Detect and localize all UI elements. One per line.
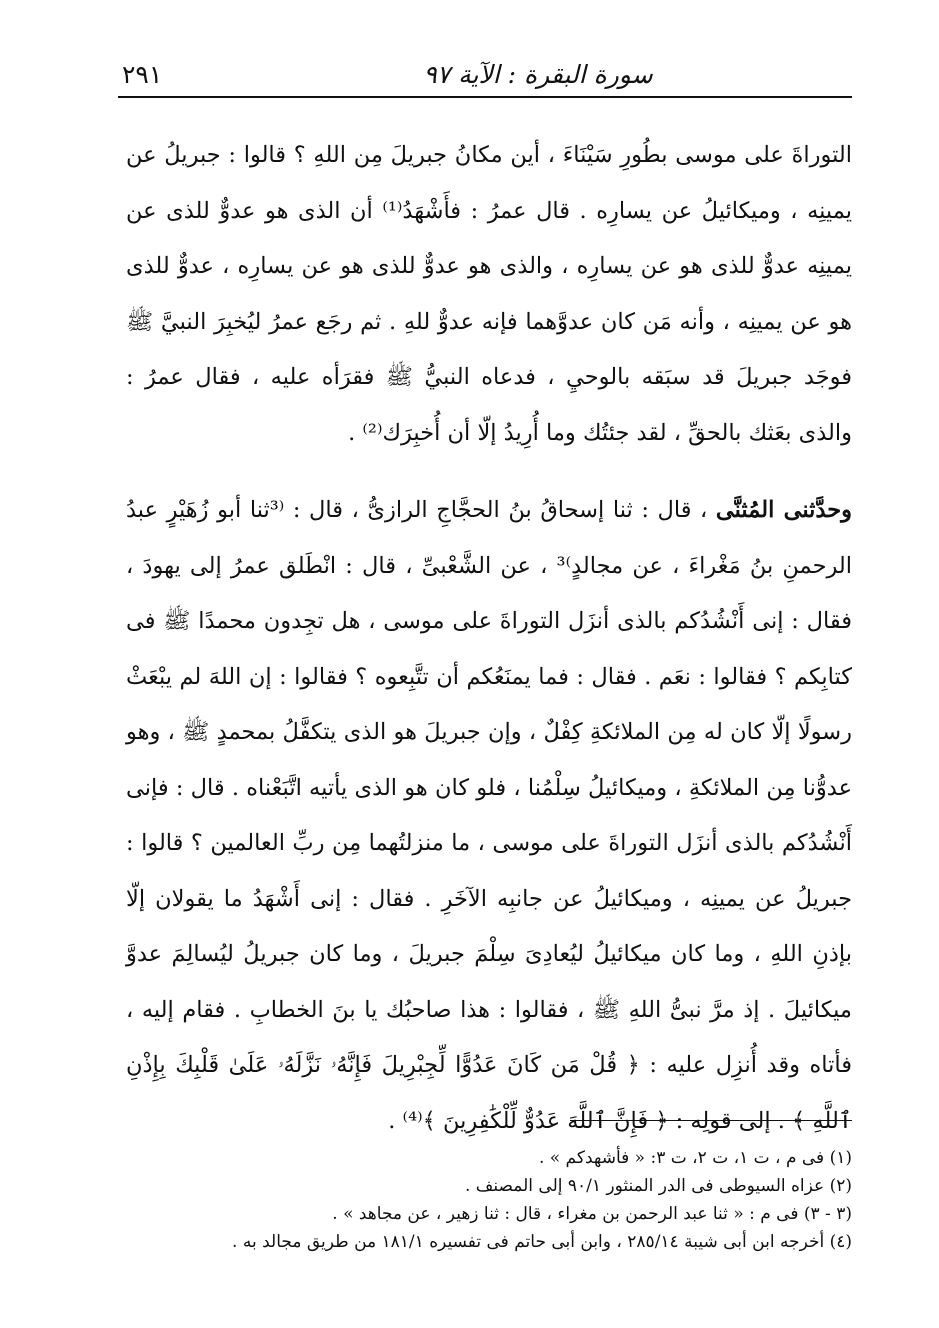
footnote-2: (٢) عزاه السيوطى فى الدر المنثور ٩٠/١ إلى المصنف . [465, 1176, 852, 1196]
paragraph-1: التوراةَ على موسى بطُورِ سَيْنَاءَ ، أين مكانُ جبريلَ مِن اللهِ ؟ قالوا : جبريلُ عن يمينِه ، وميكائيلُ عن يسارِه . قال عمرُ : فأَشْهَدُ⁽¹⁾ أن الذى هو عدوٌّ للذى عن يمينِه عدوٌّ للذى هو عن يسارِه ، والذى هو عدوٌّ للذى هو عن يسارِه ، عدوٌّ للذى هو عن يمينِه ، وأنه مَن كان عدوَّهما فإنه عدوٌّ للهِ . ثم رجَع عمرُ ليُخبِرَ النبيَّ ﷺ فوجَد جبريلَ قد سبَقه بالوحيِ ، فدعاه النبيُّ ﷺ فقرَأه عليه ، فقال عمرُ : والذى بعَثك بالحقِّ ، لقد جئتُك وما أُرِيدُ إلّا أن أُخبِرَك⁽²⁾ . [126, 142, 852, 446]
paragraph-2-text: ، قال : ثنا إسحاقُ بنُ الحجَّاجِ الرازىُّ ، قال : ⁽³ثنا أبو زُهَيْرٍ عبدُ الرحمنِ بنُ مَغْراءَ ، عن مجالدٍ⁾³ ، عن الشَّعْبىِّ ، قال : انْطَلق عمرُ إلى يهودَ ، فقال : إنى أَنْشُدُكم بالذى أنزَل التوراةَ على موسى ، هل تجِدون محمدًا ﷺ فى كتابِكم ؟ فقالوا : نعَم . فقال : فما يمنَعُكم أن تتَّبِعوه ؟ فقالوا : إن اللهَ لم يبْعَثْ رسولًا إلّا كان له مِن الملائكةِ كِفْلٌ ، وإن جبريلَ هو الذى يتكفَّلُ بمحمدٍ ﷺ ، وهو عدوُّنا مِن الملائكةِ ، وميكائيلُ سِلْمُنا ، فلو كان هو الذى يأتيه اتَّبَعْناه . قال : فإنى أَنْشُدُكم بالذى أنزَل التوراةَ على موسى ، ما منزلتُهما مِن ربِّ العالمين ؟ قالوا : جبريلُ عن يمينِه ، وميكائيلُ عن جانبِه الآخَرِ . فقال : إنى أَشْهَدُ ما يقولان إلّا بإذنِ اللهِ ، وما كان ميكائيلُ ليُعادِىَ سِلْمَ جبريلَ ، وما كان جبريلُ ليُسالِمَ عدوَّ ميكائيلَ . إذ مرَّ نبىُّ اللهِ ﷺ ، فقالوا : هذا صاحبُك يا بنَ الخطابِ . فقام إليه ، فأتاه وقد أُنزِل عليه : ﴿ قُلْ مَن كَانَ عَدُوًّا لِّجِبْرِيلَ فَإِنَّهُۥ نَزَّلَهُۥ عَلَىٰ قَلْبِكَ بِإِذْنِ ٱللَّهِ ﴾ . إلى قولِه : ﴿ فَإِنَّ ٱللَّهَ عَدُوٌّ لِّلْكَٰفِرِينَ ﴾⁽⁴⁾ . [126, 497, 852, 1134]
footnote-1: (١) فى م ، ت ١، ت ٢، ت ٣: « فأشهدكم » . [538, 1148, 852, 1168]
footnote-separator [570, 1120, 852, 1121]
main-text [126, 128, 852, 1149]
footnote-4: (٤) أخرجه ابن أبى شيبة ٢٨٥/١٤ ، وابن أبى حاتم فى تفسيره ١٨١/١ من طريق مجالد به . [232, 1232, 852, 1252]
header-title: سورة البقرة : الآية ٩٧ [423, 60, 653, 89]
running-header [118, 58, 852, 98]
paragraph-2 [126, 483, 852, 1149]
footnotes [118, 1144, 852, 1256]
footnote-3: (٣ - ٣) فى م : « ثنا عبد الرحمن بن مغراء ، قال : ثنا زهير ، عن مجاهد » . [332, 1204, 852, 1224]
page-number: ٢٩١ [122, 60, 163, 89]
paragraph-2-lead: وحدَّثنى المُثنَّى [715, 497, 852, 523]
